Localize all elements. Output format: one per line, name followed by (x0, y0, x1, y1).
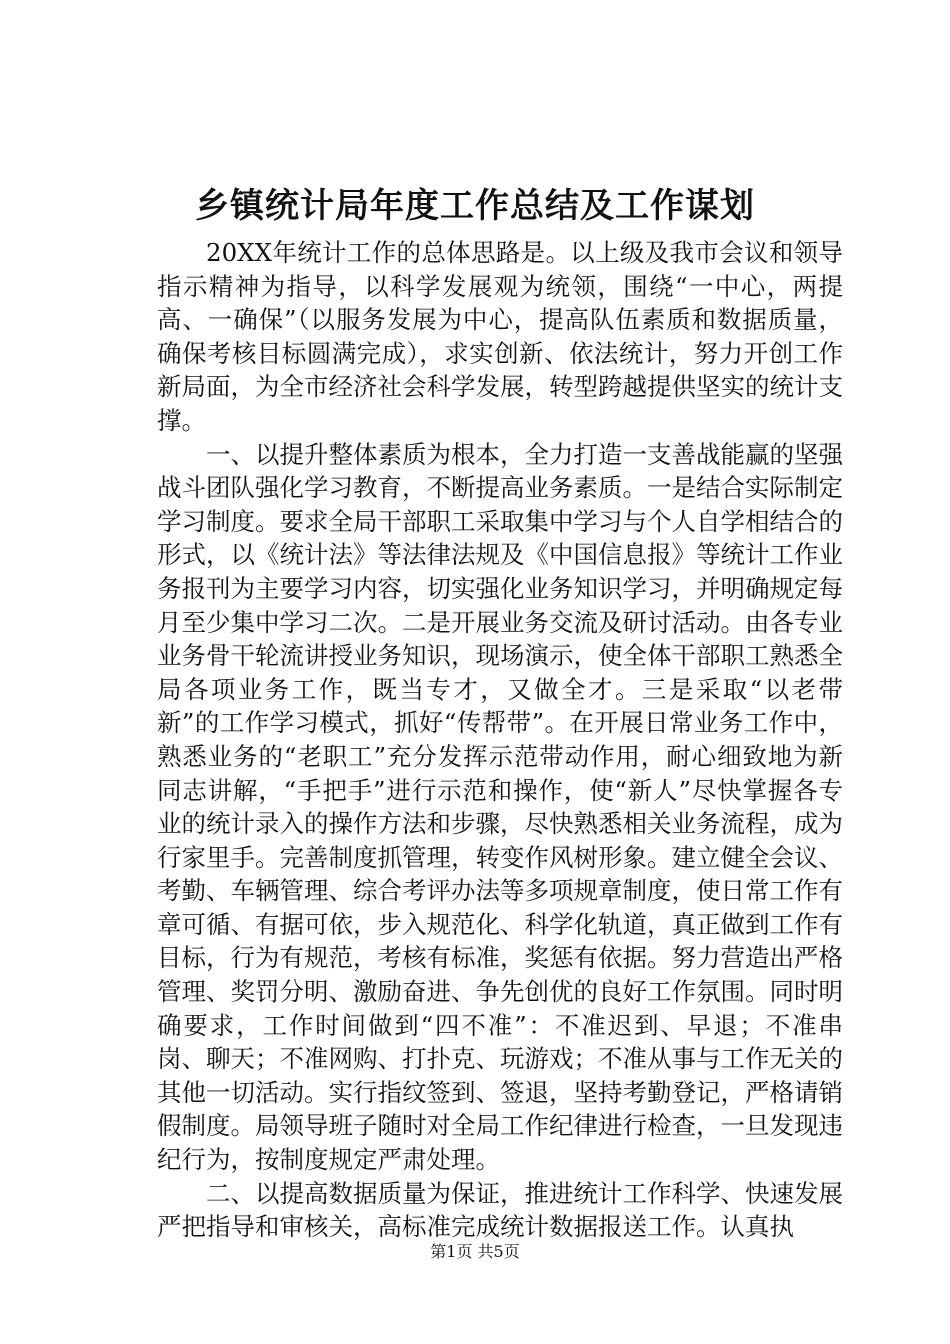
page-number-footer: 第1页 共5页 (430, 1242, 520, 1261)
document-body (157, 236, 843, 1244)
paragraph-section-two: 二、以提高数据质量为保证，推进统计工作科学、快速发展严把指导和审核关，高标准完成统计数据报送工作。认真执 (157, 1178, 843, 1242)
paragraph-overall-approach: 20XX年统计工作的总体思路是。以上级及我市会议和领导指示精神为指导，以科学发展观为统领，围绕“一中心，两提高、一确保”（以服务发展为中心，提高队伍素质和数据质量，确保考核目标圆满完成），求实创新、依法统计，努力开创工作新局面，为全市经济社会科学发展，转型跨越提供坚实的统计支撑。 (157, 238, 843, 435)
paragraph-section-one: 一、以提升整体素质为根本，全力打造一支善战能赢的坚强战斗团队强化学习教育，不断提高业务素质。一是结合实际制定学习制度。要求全局干部职工采取集中学习与个人自学相结合的形式，以《统计法》等法律法规及《中国信息报》等统计工作业务报刊为主要学习内容，切实强化业务知识学习，并明确规定每月至少集中学习二次。二是开展业务交流及研讨活动。由各专业业务骨干轮流讲授业务知识，现场演示，使全体干部职工熟悉全局各项业务工作，既当专才，又做全才。三是采取“以老带新”的工作学习模式，抓好“传帮带”。在开展日常业务工作中，熟悉业务的“老职工”充分发挥示范带动作用，耐心细致地为新同志讲解，“手把手”进行示范和操作，使“新人”尽快掌握各专业的统计录入的操作方法和步骤，尽快熟悉相关业务流程，成为行家里手。完善制度抓管理，转变作风树形象。建立健全会议、考勤、车辆管理、综合考评办法等多项规章制度，使日常工作有章可循、有据可依，步入规范化、科学化轨道，真正做到工作有目标，行为有规范，考核有标准，奖惩有依据。努力营造出严格管理、奖罚分明、激励奋进、争先创优的良好工作氛围。同时明确要求，工作时间做到“四不准”：不准迟到、早退；不准串岗、聊天；不准网购、打扑克、玩游戏；不准从事与工作无关的其他一切活动。实行指纹签到、签退，坚持考勤登记，严格请销假制度。局领导班子随时对全局工作纪律进行检查，一旦发现违纪行为，按制度规定严肃处理。 (157, 439, 843, 1175)
document-title: 乡镇统计局年度工作总结及工作谋划 (195, 186, 755, 226)
